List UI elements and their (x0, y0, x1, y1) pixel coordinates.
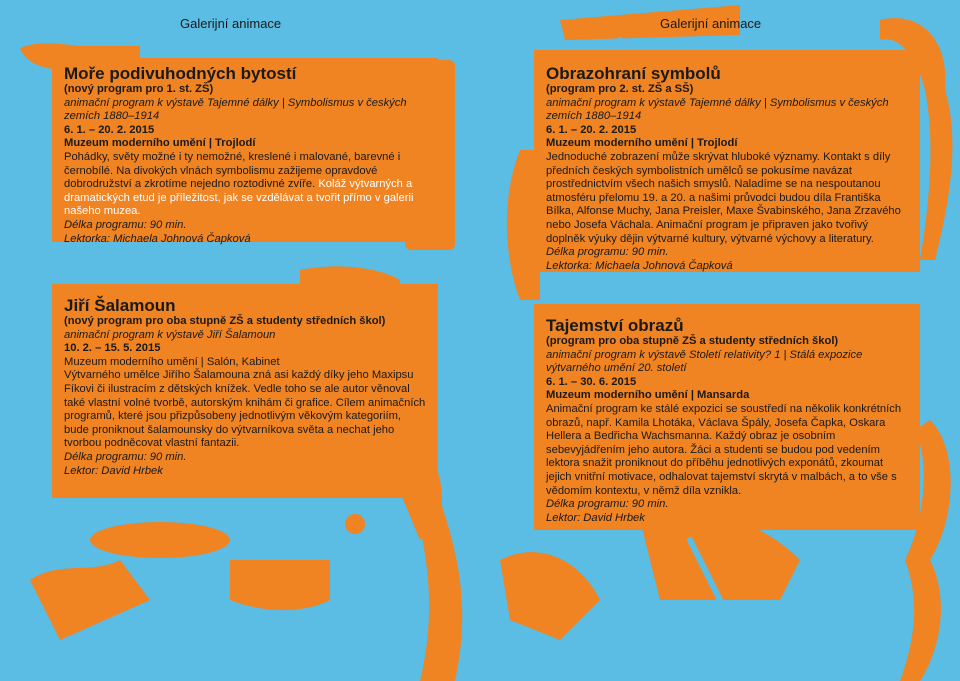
program-venue: Muzeum moderního umění | Salón, Kabinet (64, 355, 280, 368)
program-title: Jiří Šalamoun (64, 296, 176, 315)
frame-bottom-shape (230, 560, 330, 610)
program-venue: Muzeum moderního umění | Trojlodí (546, 137, 738, 150)
program-audience: (program pro 2. st. ZŠ a SŠ) (546, 83, 694, 95)
program-card-salamoun (52, 284, 438, 498)
oval-shape (90, 522, 230, 558)
description-sentence-highlight: Koláž výtvarných a dramatických etud je příležitost, jak se vzdělávat a tvořit přímo v galerii našeho muzea. (64, 178, 414, 218)
flower-shape (345, 514, 365, 534)
program-subtitle: animační program k výstavě Tajemné dálky | Symbolismus v českých zemích 1880–1914 (546, 96, 889, 123)
program-description (64, 151, 426, 219)
program-dates: 6. 1. – 20. 2. 2015 (64, 123, 155, 136)
program-title: Moře podivuhodných bytostí (64, 64, 297, 83)
program-dates: 10. 2. – 15. 5. 2015 (64, 342, 161, 355)
cloud-shape (500, 552, 600, 640)
program-lecturer: Lektor: David Hrbek (546, 511, 645, 524)
program-dates: 6. 1. – 30. 6. 2015 (546, 375, 637, 388)
program-description: Animační program ke stálé expozici se soustředí na několik konkrétních obrazů, např. Kamila Lhotáka, Václava Špály, Josefa Čapka, Oskara Hellera a Bedřicha Wachsmanna. Každý obraz je osobním sebevyjádřením jeho autora. Žáci a studenti se budou pod vedením lektora snažit proniknout do příběhu jednotlivých exponátů, zkoumat jejich vnitřní motivace, odhalovat tajemství skrytá v malbách, a to vše s vědomím kontextu, v němž díla vznikla. (546, 402, 902, 497)
program-title: Tajemství obrazů (546, 316, 684, 335)
program-duration: Délka programu: 90 min. (64, 218, 187, 231)
right-header-title: Galerijní animace (660, 16, 762, 31)
program-subtitle: animační program k výstavě Tajemné dálky | Symbolismus v českých zemích 1880–1914 (64, 96, 407, 123)
program-audience: (program pro oba stupně ZŠ a studenty středních škol) (546, 335, 839, 347)
program-title: Obrazohraní symbolů (546, 64, 721, 83)
program-subtitle: animační program k výstavě Jiří Šalamoun (64, 328, 276, 341)
program-lecturer: Lektorka: Michaela Johnová Čapková (64, 232, 251, 245)
program-venue: Muzeum moderního umění | Mansarda (546, 389, 750, 402)
description-sentence: Pohádky, světy možné i ty nemožné, kreslené i malované, barevné i černobílé. (64, 150, 401, 177)
left-header-title: Galerijní animace (180, 16, 282, 31)
program-duration: Délka programu: 90 min. (546, 498, 669, 511)
program-card-obrazohrani (534, 50, 920, 272)
column-shape (415, 500, 462, 681)
program-audience: (nový program pro 1. st. ZŠ) (64, 83, 214, 95)
program-subtitle: animační program k výstavě Století relativity? 1 | Stálá expozice výtvarného umění 20. století (546, 348, 863, 375)
program-duration: Délka programu: 90 min. (64, 450, 187, 463)
program-card-more (52, 58, 438, 245)
program-venue: Muzeum moderního umění | Trojlodí (64, 137, 256, 150)
program-card-tajemstvi (534, 304, 920, 530)
program-dates: 6. 1. – 20. 2. 2015 (546, 123, 637, 136)
program-duration: Délka programu: 90 min. (546, 246, 669, 259)
program-description: Výtvarného umělce Jiřího Šalamouna zná asi každý díky jeho Maxipsu Fíkovi či ilustracím z dětských knížek. Vedle toho se ale autor věnoval také vlastní volné tvorbě, autorským knihám či grafice. Cílem animačních programů, které jsou přizpůsobeny jednotlivým věkovým kategoriím, bude proniknout šalamounsky do výtvarníkova světa a nechat jeho tvorbou podněcovat vlastní fantazii. (64, 369, 426, 450)
description-sentence: Na divokých vlnách symbolismu zažijeme opravdové dobrodružství a zkrotíme nejedno roztodivné zvíře. (64, 164, 378, 191)
leaf-shape (30, 560, 150, 640)
program-description: Jednoduché zobrazení může skrývat hluboké významy. Kontakt s díly předních českých symbolistních umělců se pokusíme navázat prostřednictvím všech našich smyslů. Naladíme se na nespoutanou atmosféru přelomu 19. a 20. a našimi průvodci budou díla Františka Bílka, Alfonse Muchy, Jana Preisler, Maxe Švabinského, Jana Zrzavého nebo Josefa Váchala. Animační program je připraven jako tvořivý doplněk výuky dějin výtvarné kultury, výtvarné výchovy a literatury. (546, 150, 901, 245)
program-audience: (nový program pro oba stupně ZŠ a studenty středních škol) (64, 315, 386, 327)
program-lecturer: Lektor: David Hrbek (64, 464, 163, 477)
program-lecturer: Lektorka: Michaela Johnová Čapková (546, 259, 733, 272)
